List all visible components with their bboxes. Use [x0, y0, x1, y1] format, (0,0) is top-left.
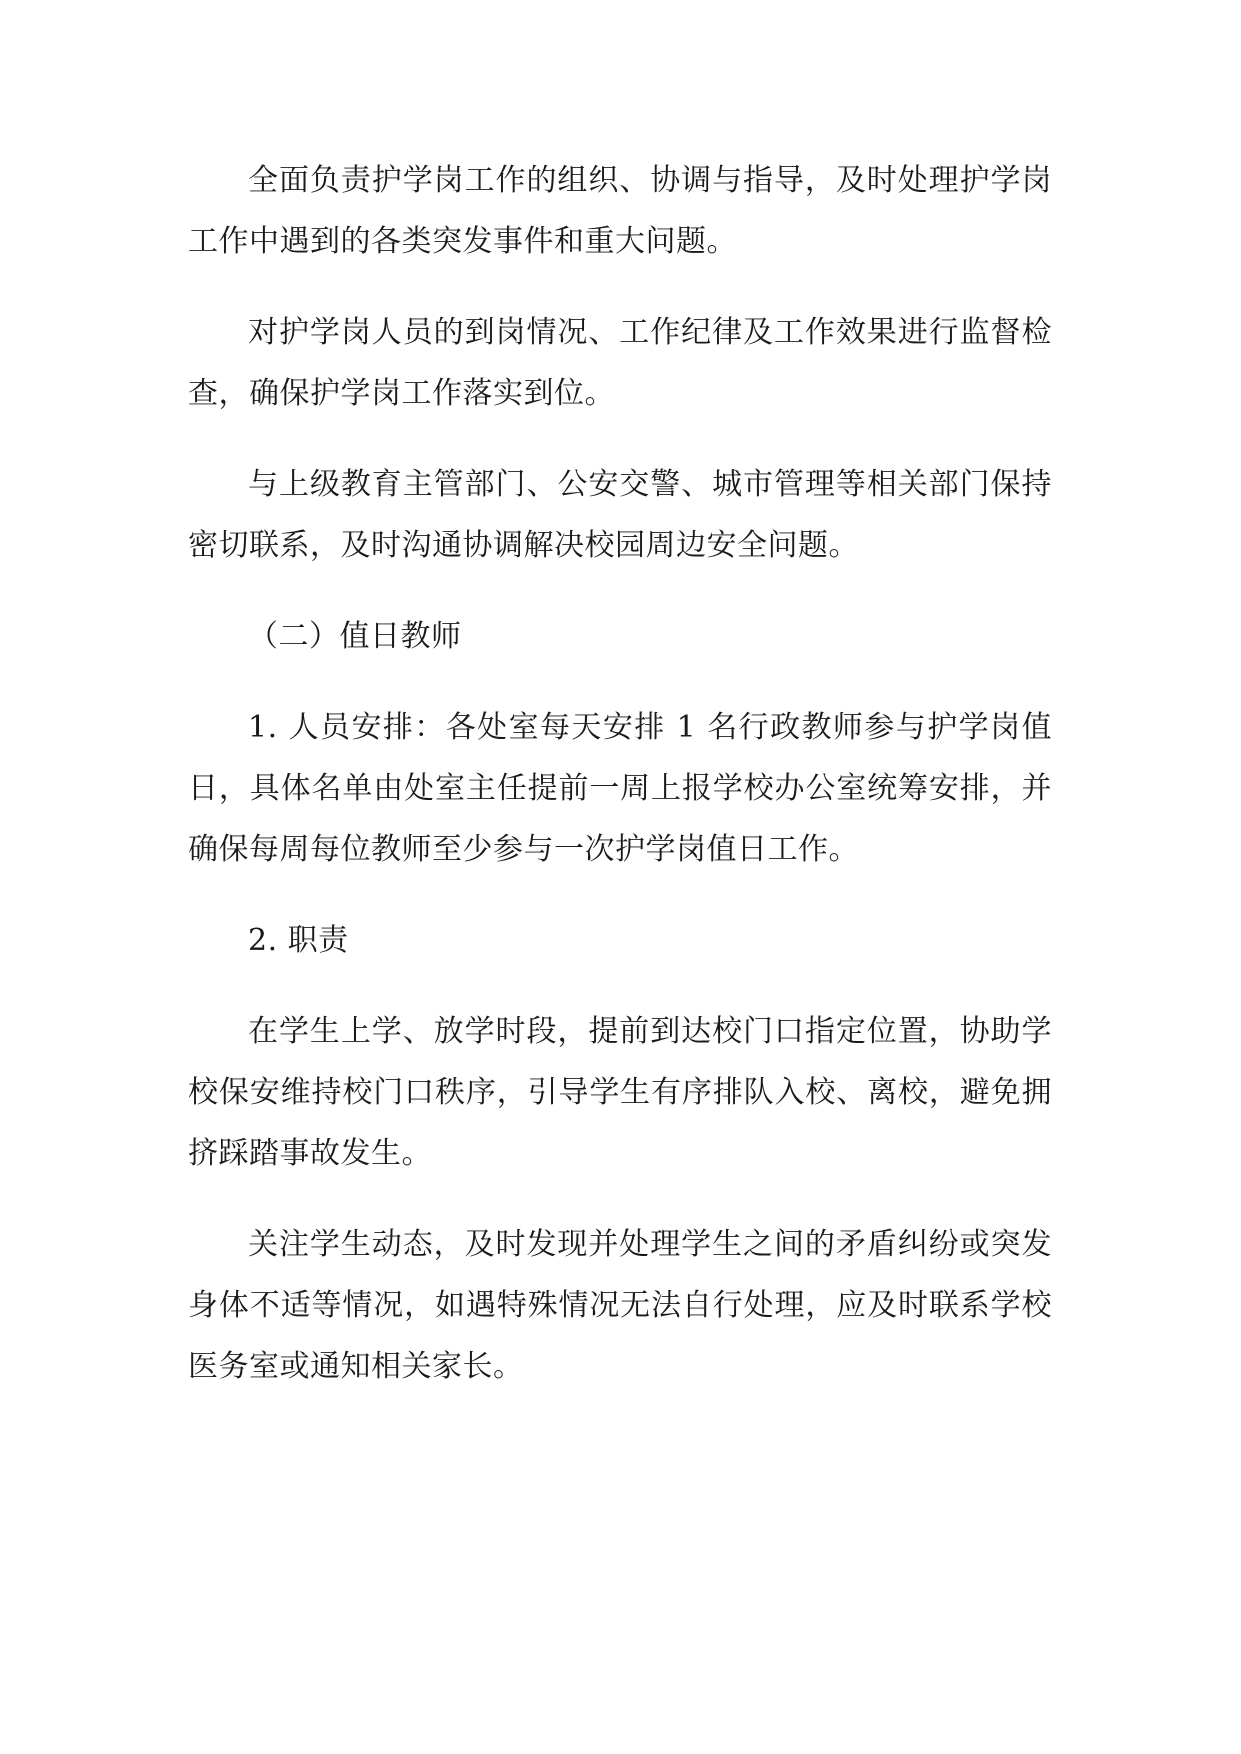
document-body	[188, 150, 1052, 1427]
paragraph-teacher-duty-2: 关注学生动态，及时发现并处理学生之间的矛盾纠纷或突发身体不适等情况，如遇特殊情况无法自行处理，应及时联系学校医务室或通知相关家长。	[188, 1227, 1052, 1384]
paragraph-director-duty-3: 与上级教育主管部门、公安交警、城市管理等相关部门保持密切联系，及时沟通协调解决校园周边安全问题。	[188, 467, 1052, 563]
paragraph-director-duty-2: 对护学岗人员的到岗情况、工作纪律及工作效果进行监督检查，确保护学岗工作落实到位。	[188, 315, 1052, 411]
paragraph-director-duty-1: 全面负责护学岗工作的组织、协调与指导，及时处理护学岗工作中遇到的各类突发事件和重大问题。	[188, 163, 1052, 259]
paragraph-staff-arrangement: 1. 人员安排：各处室每天安排 1 名行政教师参与护学岗值日，具体名单由处室主任提前一周上报学校办公室统筹安排，并确保每周每位教师至少参与一次护学岗值日工作。	[188, 710, 1052, 867]
paragraph-teacher-duty-1: 在学生上学、放学时段，提前到达校门口指定位置，协助学校保安维持校门口秩序，引导学生有序排队入校、离校，避免拥挤踩踏事故发生。	[188, 1014, 1052, 1171]
subheading-responsibilities: 2. 职责	[248, 923, 349, 958]
section-heading-duty-teacher: （二）值日教师	[248, 619, 462, 654]
